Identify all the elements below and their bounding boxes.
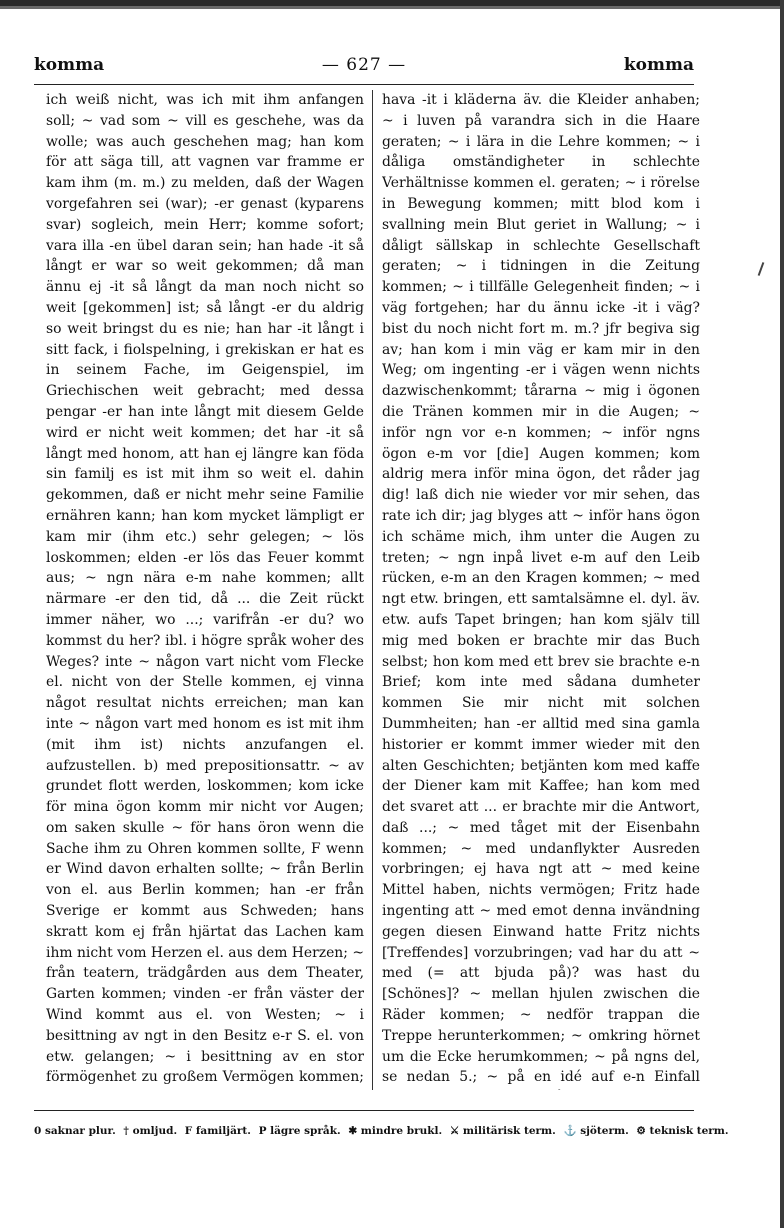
legend-plural: 0 saknar plur. (34, 1125, 116, 1137)
scan-edge-shadow (0, 6, 784, 9)
left-column (46, 90, 364, 1090)
scan-edge-right (780, 0, 784, 1228)
header-right-word: komma (623, 55, 694, 75)
legend-lower: P lägre språk. (258, 1125, 341, 1137)
legend-obsolete: † omljud. (123, 1125, 178, 1137)
legend-rare: ✱ mindre brukl. (348, 1125, 443, 1137)
legend-technical: ⚙ teknisk term. (636, 1125, 729, 1137)
page-number: — 627 — (321, 55, 407, 75)
right-column-text: hava -it i kläderna äv. die Kleider anhaben; ~ i luven på varandra sich in die Haare geraten; ~ i lära in die Lehre kommen; ~ i dåliga omständigheter in schlechte Verhältnisse kommen el. geraten; ~ i rörelse in Bewegung kommen; mitt blod kom i svallning mein Blut geriet in Wallung; ~ i dåligt sällskap in schlechte Gesellschaft geraten; ~ i tidningen in die Zeitung kommen; ~ i tillfälle Gelegenheit finden; ~ i väg fortgehen; har du ännu icke -it i väg? bist du noch nicht fort m. m.? jfr begiva sig av; han kom i min väg er kam mir in den Weg; om ingenting -er i vägen wenn nichts dazwischenkommt; tårarna ~ mig i ögonen die Tränen kommen mir in die Augen; ~ inför ngn vor e-n kommen; ~ inför ngns ögon e-m vor [die] Augen kommen; kom aldrig mera inför mina ögon, det råder jag dig! laß dich nie wieder vor mir sehen, das rate ich dir; jag blyges att ~ inför hans ögon ich schäme mich, ihm unter die Augen zu treten; ~ ngn inpå livet e-m auf den Leib rücken, e-m an den Kragen kommen; ~ med ngt etw. bringen, ett samtalsämne el. dyl. äv. etw. aufs Tapet bringen; han kom själv till mig med boken er brachte mir das Buch selbst; hon kom med ett brev sie brachte e-n Brief; kom inte med sådana dumheter kommen Sie mir nicht mit solchen Dummheiten; han -er alltid med sina gamla historier er kommt immer wieder mit den alten Geschichten; betjänten kom med kaffe der Diener kam mit Kaffee; han kom med det svaret att ... er brachte mir die Antwort, daß ...; ~ med tåget mit der Eisenbahn kommen; ~ med undanflykter Ausreden vorbringen; ej hava ngt att ~ med keine Mittel haben, nichts vermögen; Fritz hade ingenting att ~ med emot denna invändning gegen diesen Einwand hatte Fritz nichts [Treffendes] vorzubringen; vad har du att ~ med (= att bjuda på)? was hast du [Schönes]? ~ mellan hjulen zwischen die Räder kommen; ~ nedför trappan die Treppe herunterkommen; ~ omkring hörnet um die Ecke herumkommen; ~ på ngns del, se nedan 5.; ~ på en idé auf e-n Einfall (382, 92, 700, 1086)
abbreviation-legend (34, 1124, 729, 1137)
footer-rule (34, 1110, 694, 1111)
header-left-word: komma (34, 55, 105, 75)
right-column (382, 90, 700, 1090)
page-header (34, 52, 694, 78)
left-column-text: ich weiß nicht, was ich mit ihm anfangen soll; ~ vad som ~ vill es geschehe, was da wolle; was auch geschehen mag; han kom för att säga till, att vagnen var framme er kam ihm (m. m.) zu melden, daß der Wagen vorgefahren sei (war); -er genast (kyparens svar) sogleich, mein Herr; komme sofort; vara illa -en übel daran sein; han hade -it så långt er war so weit gekommen; då man ännu ej -it så långt da man noch nicht so weit [gekommen] ist; så långt -er du aldrig so weit bringst du es nie; han har -it långt i sitt fack, i fiolspelning, i grekiskan er hat es in seinem Fache, im Geigenspiel, im Griechischen weit gebracht; med dessa pengar -er han inte långt mit diesem Gelde wird er nicht weit kommen; det har -it så långt med honom, att han ej längre kan föda sin familj es ist mit ihm so weit el. dahin gekommen, daß er nicht mehr seine Familie ernähren kann; han kom mycket lämpligt er kam mir (ihm etc.) sehr gelegen; ~ lös loskommen; elden -er lös das Feuer kommt aus; ~ ngn nära e-m nahe kommen; allt närmare -er den tid, då ... die Zeit rückt immer näher, wo ...; varifrån -er du? wo kommst du her? ibl. i högre språk woher des Weges? inte ~ någon vart nicht vom Flecke el. nicht von der Stelle kommen, ej vinna något resultat nichts erreichen; man kan inte ~ någon vart med honom es ist mit ihm (mit ihm ist) nichts anzufangen el. aufzustellen. b) med prepositionsattr. ~ av grundet flott werden, loskommen; kom icke för mina ögon komm mir nicht vor Augen; om saken skulle ~ för hans öron wenn die Sache ihm zu Ohren kommen sollte, F wenn er Wind davon erhalten sollte; ~ från Berlin von el. aus Berlin kommen; han -er från Sverige er kommt aus Schweden; hans skratt kom ej från hjärtat das Lachen kam ihm nicht vom Herzen el. aus dem Herzen; ~ från teatern, trädgården aus dem Theater, Garten kommen; vinden -er från väster der Wind kommt aus el. von Westen; ~ i besittning av ngt in den Besitz e-r S. el. von etw. gelangen; ~ i besittning av en stor förmögenhet zu großem Vermögen kommen; (46, 92, 364, 1086)
legend-familiar: F familjärt. (184, 1125, 251, 1137)
header-rule (34, 84, 694, 85)
column-divider (372, 90, 373, 1090)
legend-military: ⚔ militärisk term. (449, 1125, 556, 1137)
legend-nautical: ⚓ sjöterm. (563, 1125, 629, 1137)
margin-mark (758, 262, 765, 276)
